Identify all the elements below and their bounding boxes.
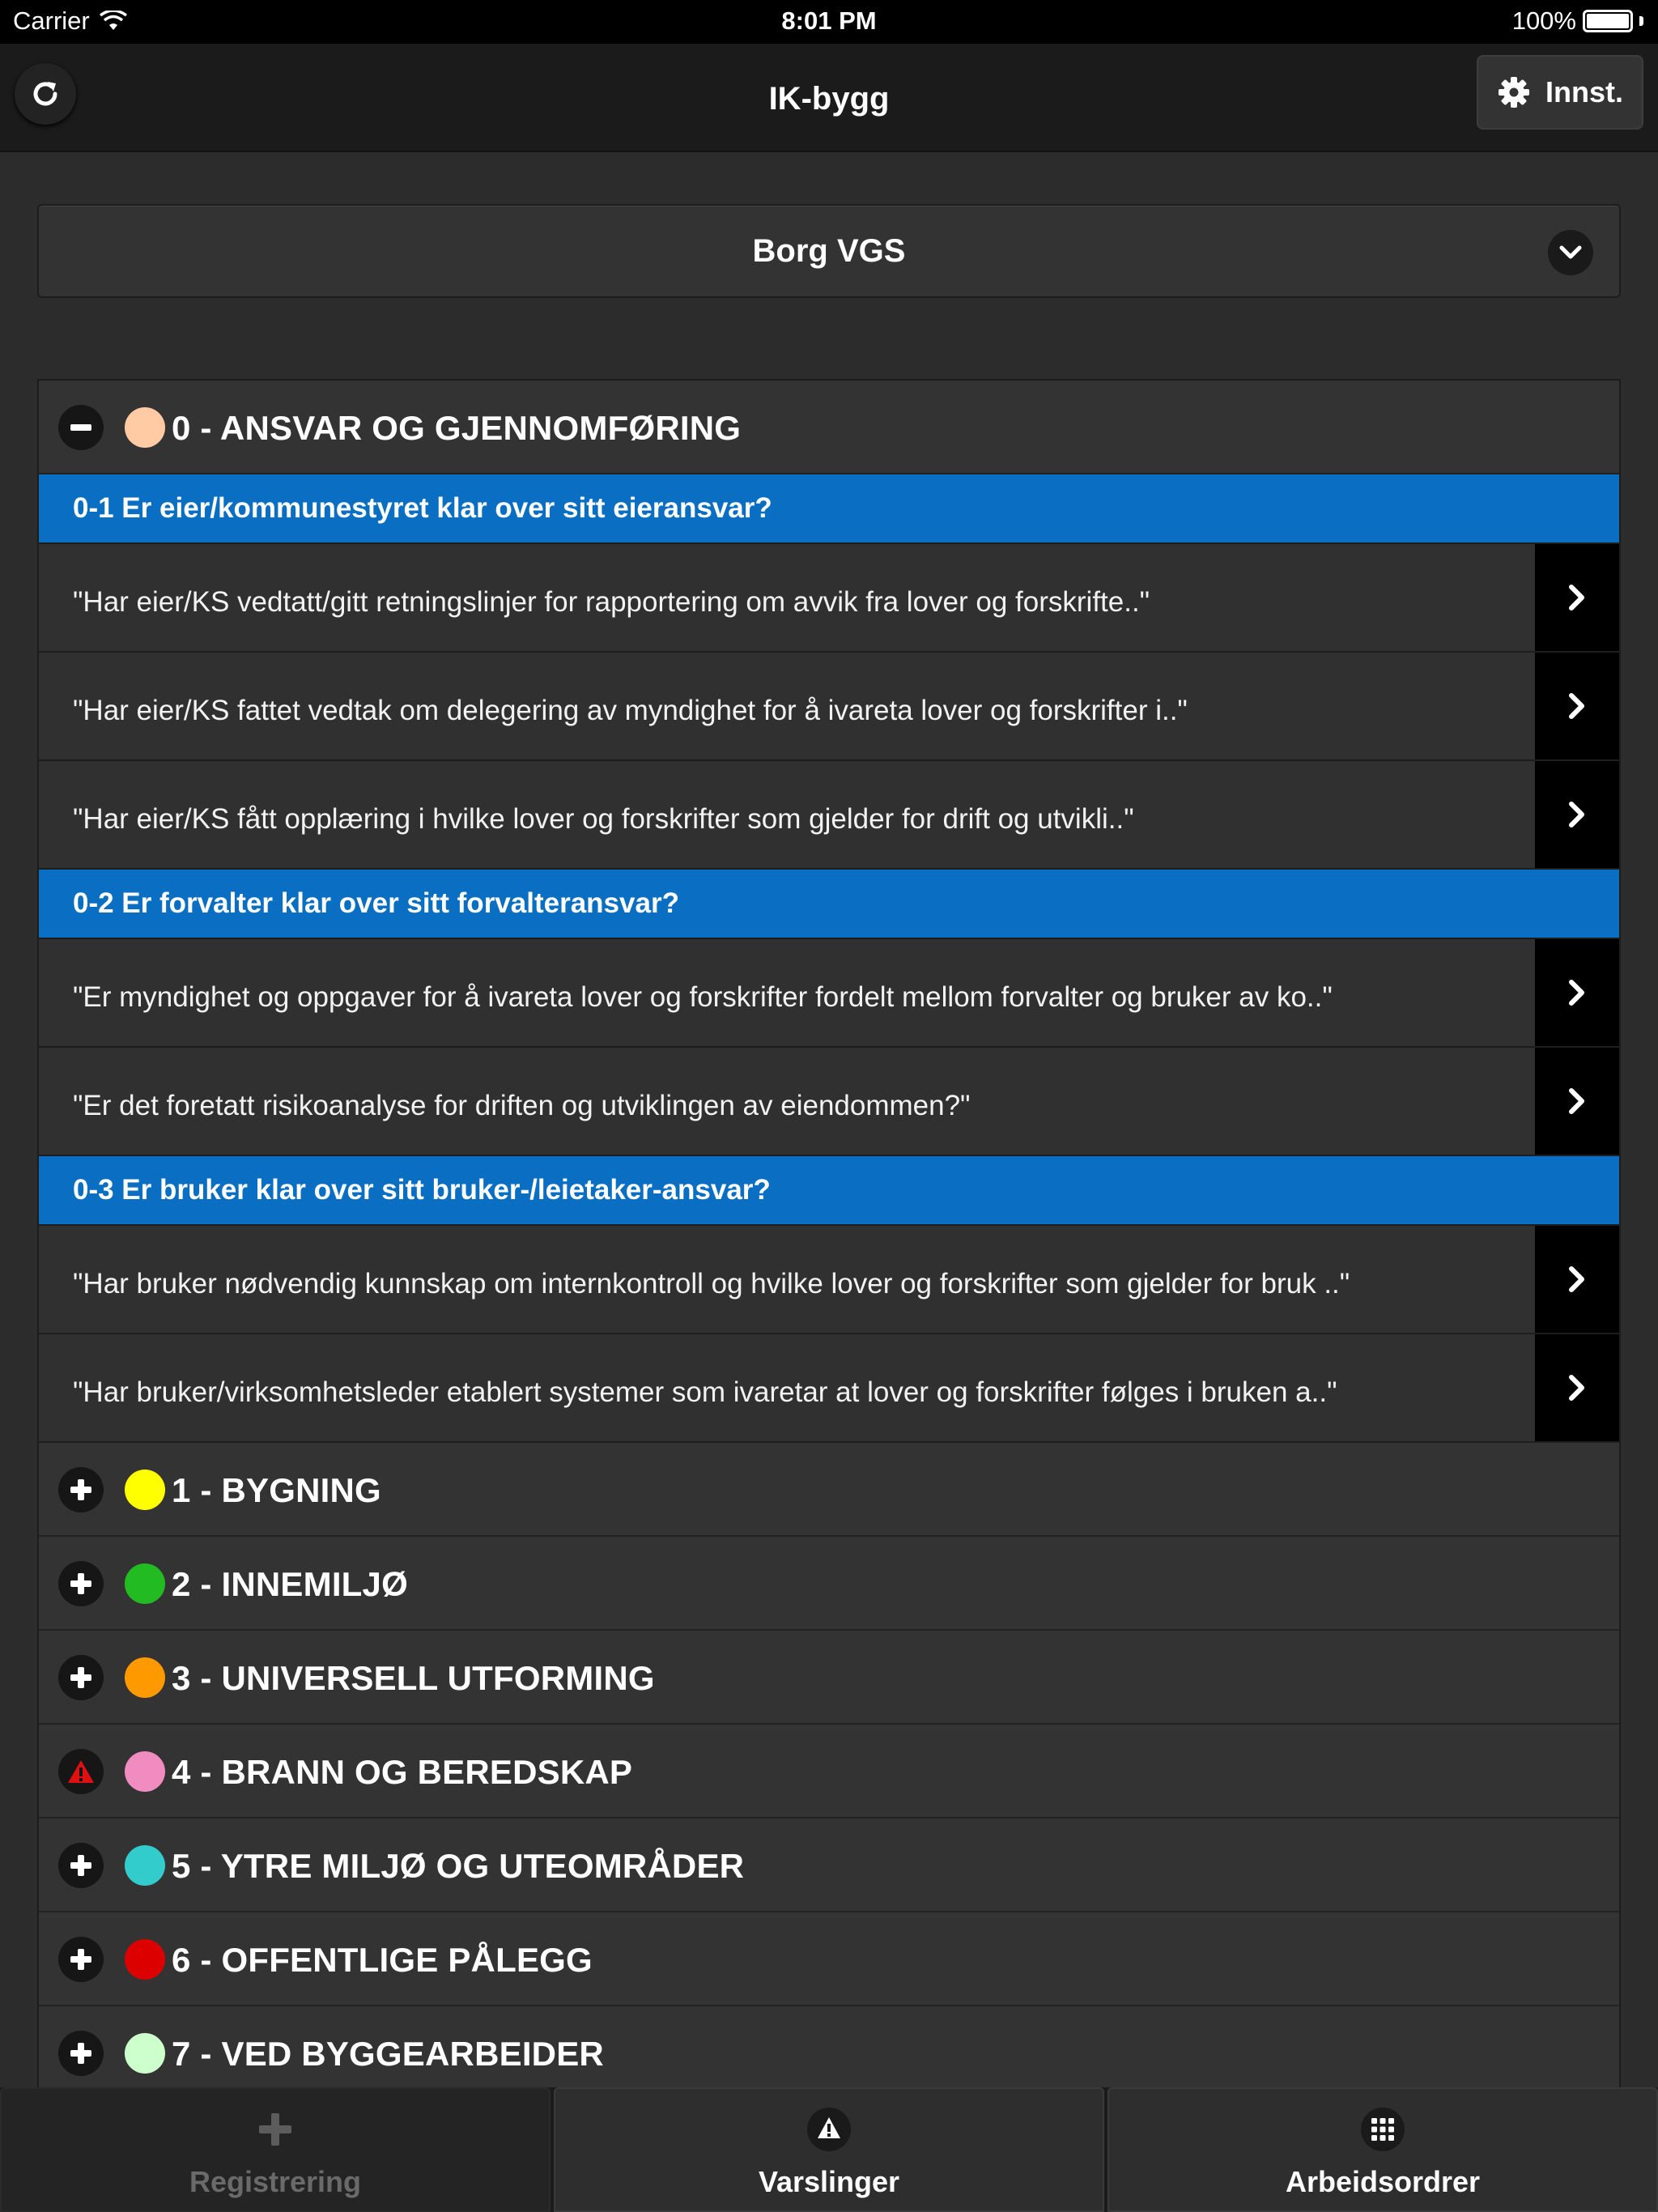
tab-label: Arbeidsordrer	[1285, 2165, 1481, 2198]
status-bar	[0, 0, 1658, 44]
checklist-item[interactable]	[39, 761, 1619, 870]
chevron-right-icon[interactable]	[1535, 1226, 1619, 1333]
checklist-item-text: "Har bruker nødvendig kunnskap om internkontroll og hvilke lover og forskrifter som gjelder for bruk .."	[73, 1268, 1350, 1300]
checklist-item-text: "Har eier/KS vedtatt/gitt retningslinjer for rapportering om avvik fra lover og forskrifte.."	[73, 586, 1150, 618]
category-label: 4 - BRANN OG BEREDSKAP	[172, 1753, 633, 1791]
category-color-dot	[125, 1563, 165, 1604]
tab-varslinger[interactable]	[554, 2087, 1104, 2212]
tab-arbeidsordrer[interactable]	[1107, 2087, 1658, 2212]
expand-plus-icon[interactable]	[58, 1843, 104, 1888]
chevron-right-icon[interactable]	[1535, 653, 1619, 759]
subsection-header: 0-1 Er eier/kommunestyret klar over sitt eieransvar?	[39, 474, 1619, 544]
expand-plus-icon[interactable]	[58, 1467, 104, 1512]
checklist-item-text: "Har eier/KS fått opplæring i hvilke lover og forskrifter som gjelder for drift og utvikli.."	[73, 803, 1134, 835]
checklist-item-text: "Har bruker/virksomhetsleder etablert systemer som ivaretar at lover og forskrifter følges i bruken a.."	[73, 1376, 1337, 1408]
checklist-item[interactable]	[39, 544, 1619, 653]
category-label: 2 - INNEMILJØ	[172, 1565, 408, 1603]
building-select-value: Borg VGS	[752, 233, 906, 269]
checklist-item[interactable]	[39, 1048, 1619, 1156]
category-color-dot	[125, 407, 165, 448]
expand-plus-icon[interactable]	[58, 1937, 104, 1982]
category-color-dot	[125, 1751, 165, 1792]
chevron-right-icon[interactable]	[1535, 1334, 1619, 1441]
category-header[interactable]	[39, 2006, 1619, 2100]
main-content	[0, 152, 1658, 2087]
checklist-item-text: "Er myndighet og oppgaver for å ivareta lover og forskrifter fordelt mellom forvalter og bruker av ko.."	[73, 981, 1333, 1013]
settings-label: Innst.	[1545, 75, 1623, 108]
category-color-dot	[125, 1845, 165, 1886]
category-header[interactable]	[39, 1537, 1619, 1631]
carrier-label: Carrier	[13, 6, 90, 35]
warning-icon	[806, 2107, 852, 2152]
category-label: 1 - BYGNING	[172, 1471, 381, 1509]
category-header[interactable]	[39, 1631, 1619, 1725]
category-accordion	[37, 379, 1621, 2102]
category-header[interactable]	[39, 1819, 1619, 1912]
category-label: 6 - OFFENTLIGE PÅLEGG	[172, 1941, 593, 1979]
category-label: 5 - YTRE MILJØ OG UTEOMRÅDER	[172, 1847, 745, 1885]
category-header[interactable]	[39, 381, 1619, 474]
category-color-dot	[125, 2033, 165, 2074]
battery-label: 100%	[1511, 6, 1576, 35]
subsection-header: 0-2 Er forvalter klar over sitt forvalteransvar?	[39, 870, 1619, 939]
warning-icon[interactable]	[58, 1749, 104, 1794]
chevron-right-icon[interactable]	[1535, 761, 1619, 868]
tab-label: Registrering	[189, 2165, 362, 2198]
category-label: 0 - ANSVAR OG GJENNOMFØRING	[172, 409, 742, 447]
checklist-item[interactable]	[39, 1226, 1619, 1334]
subsection-header: 0-3 Er bruker klar over sitt bruker-/leietaker-ansvar?	[39, 1156, 1619, 1226]
tab-label: Varslinger	[758, 2165, 900, 2198]
checklist-item[interactable]	[39, 1334, 1619, 1443]
category-color-dot	[125, 1657, 165, 1698]
clock: 8:01 PM	[781, 6, 877, 35]
checklist-item[interactable]	[39, 653, 1619, 761]
category-header[interactable]	[39, 1912, 1619, 2006]
chevron-right-icon[interactable]	[1535, 939, 1619, 1046]
plus-icon	[253, 2107, 298, 2152]
battery-icon	[1583, 10, 1633, 32]
building-select[interactable]	[37, 204, 1621, 298]
category-color-dot	[125, 1939, 165, 1980]
tab-registrering[interactable]	[0, 2087, 551, 2212]
category-label: 3 - UNIVERSELL UTFORMING	[172, 1659, 655, 1697]
category-label: 7 - VED BYGGEARBEIDER	[172, 2035, 604, 2073]
category-header[interactable]	[39, 1725, 1619, 1819]
category-header[interactable]	[39, 1443, 1619, 1537]
tab-bar	[0, 2087, 1658, 2212]
chevron-right-icon[interactable]	[1535, 544, 1619, 651]
page-title: IK-bygg	[768, 81, 890, 117]
gear-icon	[1497, 75, 1531, 109]
expand-plus-icon[interactable]	[58, 1561, 104, 1606]
battery-indicator	[1512, 6, 1643, 36]
expand-plus-icon[interactable]	[58, 1655, 104, 1700]
checklist-item-text: "Har eier/KS fattet vedtak om delegering av myndighet for å ivareta lover og forskrifter i.."	[73, 695, 1188, 726]
chevron-down-icon	[1548, 230, 1593, 275]
chevron-right-icon[interactable]	[1535, 1048, 1619, 1155]
expand-plus-icon[interactable]	[58, 2031, 104, 2076]
settings-button[interactable]	[1477, 55, 1643, 130]
checklist-item[interactable]	[39, 939, 1619, 1048]
grid-icon	[1360, 2107, 1405, 2152]
category-color-dot	[125, 1470, 165, 1510]
checklist-item-text: "Er det foretatt risikoanalyse for driften og utviklingen av eiendommen?"	[73, 1090, 971, 1121]
collapse-icon[interactable]	[58, 405, 104, 450]
app-header	[0, 44, 1658, 152]
